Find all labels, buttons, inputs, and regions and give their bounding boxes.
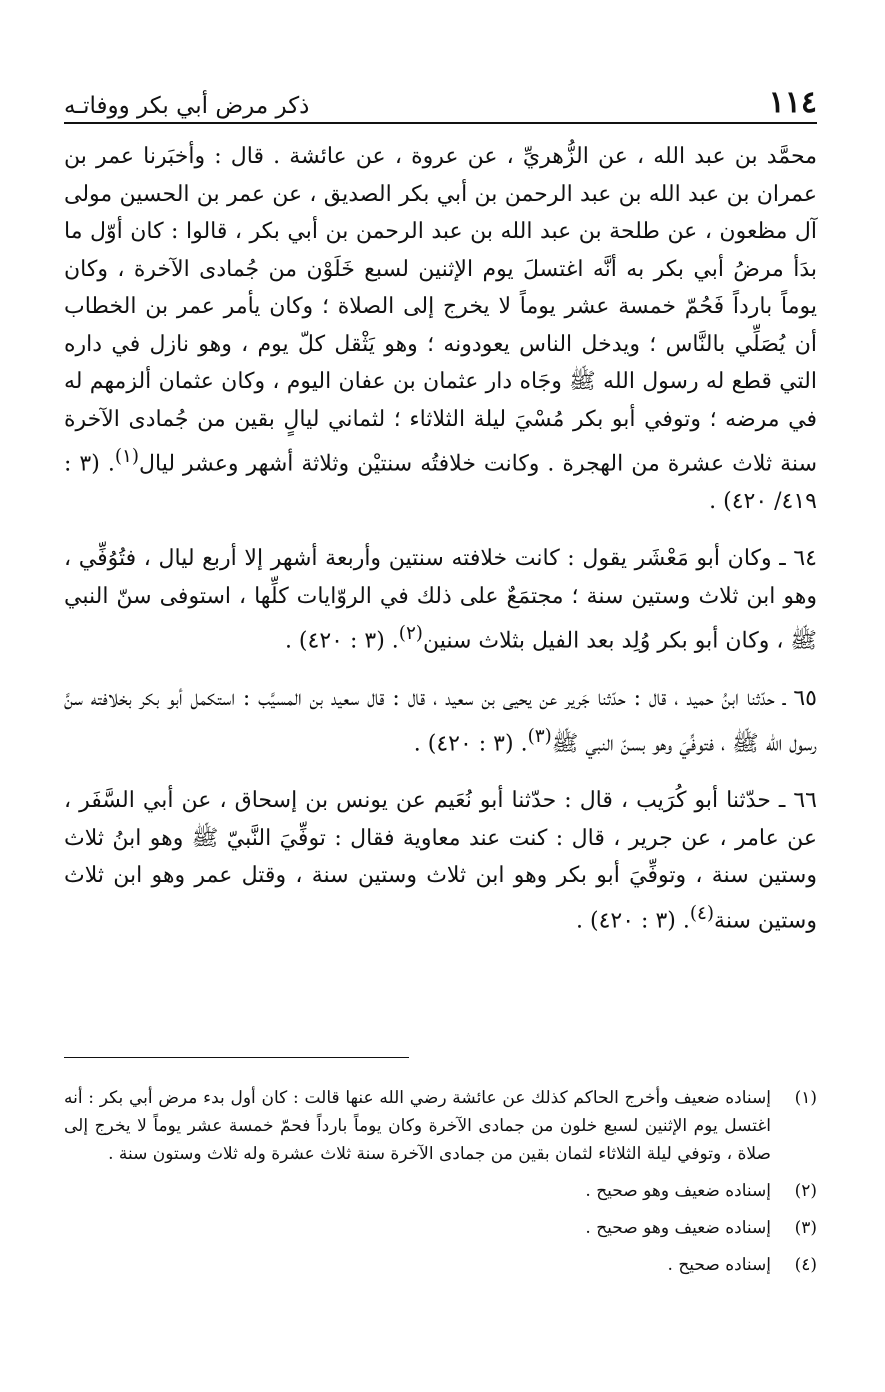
citation: . (٣ : ٤٢٠) . bbox=[413, 730, 528, 756]
main-text bbox=[64, 138, 817, 940]
citation: . (٣ : ٤١٩/ ٤٢٠) . bbox=[64, 451, 817, 514]
citation: . (٣ : ٤٢٠) . bbox=[576, 908, 690, 934]
footnote-number: (٤) bbox=[794, 1255, 817, 1275]
footnote-text: إسناده ضعيف وهو صحيح . bbox=[585, 1181, 771, 1201]
footnote-text: إسناده ضعيف وهو صحيح . bbox=[585, 1218, 771, 1238]
footnote-number: (١) bbox=[794, 1088, 817, 1108]
footnote-text: إسناده صحيح . bbox=[667, 1255, 771, 1275]
footnote-number: (٣) bbox=[794, 1218, 817, 1238]
footnote-ref: (١) bbox=[114, 446, 139, 467]
page-number: ١١٤ bbox=[768, 85, 817, 120]
running-title: ذكر مرض أبي بكر ووفاتـه bbox=[64, 93, 310, 119]
paragraph-64 bbox=[64, 540, 817, 660]
footnote-text: إسناده ضعيف وأخرج الحاكم كذلك عن عائشة رضي الله عنها قالت : كان أول بدء مرض أبي بكر : أنه اغتسل يوم الإثنين لسبع خلون من جمادى الآخرة وكان يوماً بارداً فحمّ خمسة عشر يوماً لا يخرج إلى صلاة ، وتوفي ليلة الثلاثاء لثمان بقين من جمادى الآخرة سنة ثلاث عشرة وله ثلاث وستون سنة . bbox=[64, 1088, 771, 1164]
citation: . (٣ : ٤٢٠) . bbox=[284, 628, 399, 654]
footnote-item bbox=[64, 1214, 817, 1242]
footnote-separator bbox=[64, 1057, 409, 1058]
paragraph-text: ٦٤ ـ وكان أبو مَعْشَر يقول : كانت خلافته سنتين وأربعة أشهر إلا أربع ليال ، فتُوُفِّي ، وهو ابن ثلاث وستين سنة ؛ مجتمَعٌ على ذلك في الروّايات كلِّها ، استوفى سنّ النبي ﷺ ، وكان أبو بكر وُلِد بعد الفيل بثلاث سنين bbox=[64, 546, 817, 654]
paragraph-text: محمَّد بن عبد الله ، عن الزُّهريِّ ، عن عروة ، عن عائشة . قال : وأخبَرنا عمر بن عمران بن عبد الله بن عبد الرحمن بن أبي بكر الصديق ، عن عمر بن الحسين مولى آل مظعون ، عن طلحة بن عبد الله بن عبد الرحمن بن أبي بكر ، قالوا : كان أوّل ما بدَأ مرضُ أبي بكر به أنَّه اغتسلَ يوم الإثنين لسبع خَلَوْن من جُمادى الآخرة ، وكان يوماً بارداً فَحُمّ خمسة عشر يوماً لا يخرج إلى الصلاة ؛ وكان يأمر عمر بن الخطاب أن يُصَلِّي بالنَّاس ؛ ويدخل الناس يعودونه ؛ وهو يَثْقل كلّ يوم ، وهو نازل في داره التي قطع له رسول الله ﷺ وجَاه دار عثمان بن عفان اليوم ، وكان عثمان ألزمهم له في مرضه ؛ وتوفي أبو بكر مُسْيَ ليلة الثلاثاء ؛ لثماني ليالٍ بقين من جُمادى الآخرة سنة ثلاث عشرة من الهجرة . وكانت خلافتُه سنتيْن وثلاثة أشهر وعشر ليال bbox=[64, 144, 817, 477]
footnote-ref: (٢) bbox=[398, 623, 423, 645]
page-header bbox=[64, 78, 817, 124]
paragraph-text: ٦٦ ـ حدّثنا أبو كُرَيب ، قال : حدّثنا أبو نُعَيم عن يونس بن إسحاق ، عن أبي السَّفَر ، عن عامر ، عن جرير ، قال : كنت عند معاوية فقال : توفِّيَ النَّبيّ ﷺ وهو ابنُ ثلاث وستين سنة ، وتوفِّيَ أبو بكر وهو ابن ثلاث وستين سنة ، وقتل عمر وهو ابن ثلاث وستين سنة bbox=[64, 788, 817, 934]
paragraph-text: ٦٥ ـ حدّثنا ابنُ حميد ، قال : حدّثنا جَرير عن يحيى بن سعيد ، قال : قال سعيد بن المسيَّب : استكمل أبو بكر بخلافته سنَّ رسول الله ﷺ ، فتوفِّيَ وهو بسنّ النبي ﷺ bbox=[64, 686, 817, 756]
footnote-number: (٢) bbox=[794, 1181, 817, 1201]
paragraph-65 bbox=[64, 680, 817, 762]
footnote-ref: (٣) bbox=[527, 725, 552, 747]
footnote-ref: (٤) bbox=[689, 902, 715, 924]
footnote-item bbox=[64, 1177, 817, 1205]
footnotes bbox=[64, 1084, 817, 1288]
footnote-item bbox=[64, 1084, 817, 1168]
footnote-item bbox=[64, 1251, 817, 1279]
paragraph-66 bbox=[64, 782, 817, 939]
paragraph-continuation bbox=[64, 138, 817, 520]
